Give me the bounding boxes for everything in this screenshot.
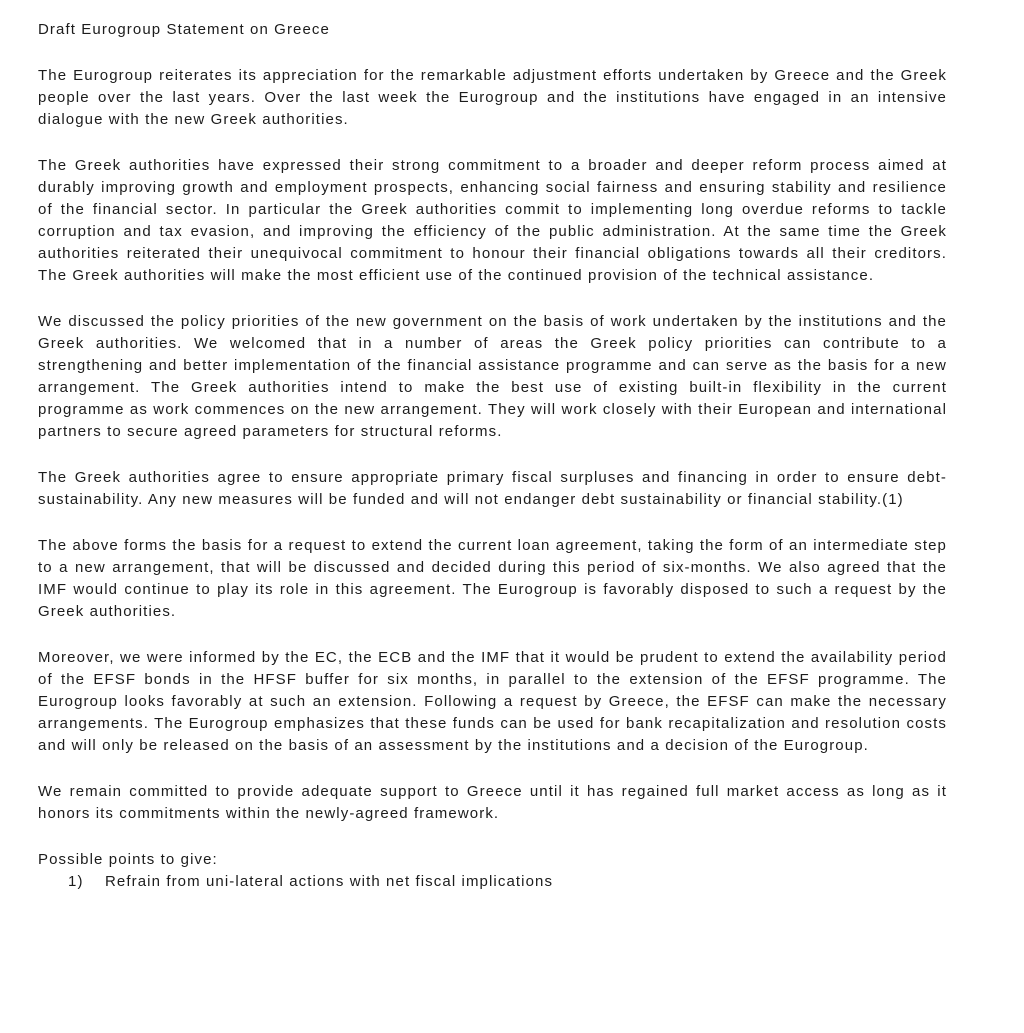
document-title: Draft Eurogroup Statement on Greece xyxy=(38,21,330,38)
paragraph-efsf-bonds: Moreover, we were informed by the EC, the ECB and the IMF that it would be prudent to extend the availability period of the EFSF bonds in the HFSF buffer for six months, in parallel to the extension of the EFSF programme. The Eurogroup looks favorably at such an extension. Following a request by Greece, the EFSF can make the necessary arrangements. The Eurogroup emphasizes that these funds can be used for bank recapitalization and resolution costs and will only be released on the basis of an assessment by the institutions and a decision of the Eurogroup. xyxy=(38,649,947,754)
points-header: Possible points to give: xyxy=(38,851,218,868)
list-item-text: Refrain from uni-lateral actions with net fiscal implications xyxy=(105,873,554,890)
paragraph-loan-extension: The above forms the basis for a request to extend the current loan agreement, taking the form of an intermediate step to a new arrangement, that will be discussed and decided during this period of six-months. We also agreed that the IMF would continue to play its role in this agreement. The Eurogroup is favorably disposed to such a request by the Greek authorities. xyxy=(38,537,947,620)
list-item xyxy=(38,871,947,893)
paragraph-policy-priorities: We discussed the policy priorities of the new government on the basis of work undertaken by the institutions and the Greek authorities. We welcomed that in a number of areas the Greek policy priorities can contribute to a strengthening and better implementation of the financial assistance programme and can serve as the basis for a new arrangement. The Greek authorities intend to make the best use of existing built-in flexibility in the current programme as work commences on the new arrangement. They will work closely with their European and international partners to secure agreed parameters for structural reforms. xyxy=(38,313,947,440)
paragraph-fiscal-surpluses: The Greek authorities agree to ensure appropriate primary fiscal surpluses and financing in order to ensure debt-sustainability. Any new measures will be funded and will not endanger debt sustainability or financial stability.(1) xyxy=(38,469,947,508)
list-item-number: 1) xyxy=(68,873,84,890)
paragraph-intro: The Eurogroup reiterates its appreciation for the remarkable adjustment efforts undertaken by Greece and the Greek people over the last years. Over the last week the Eurogroup and the institutions have engaged in an intensive dialogue with the new Greek authorities. xyxy=(38,67,947,128)
paragraph-continued-support: We remain committed to provide adequate support to Greece until it has regained full market access as long as it honors its commitments within the newly-agreed framework. xyxy=(38,783,947,822)
paragraph-reform-commitment: The Greek authorities have expressed their strong commitment to a broader and deeper reform process aimed at durably improving growth and employment prospects, enhancing social fairness and ensuring stability and resilience of the financial sector. In particular the Greek authorities commit to implementing long overdue reforms to tackle corruption and tax evasion, and improving the efficiency of the public administration. At the same time the Greek authorities reiterated their unequivocal commitment to honour their financial obligations towards all their creditors. The Greek authorities will make the most efficient use of the continued provision of the technical assistance. xyxy=(38,157,947,284)
